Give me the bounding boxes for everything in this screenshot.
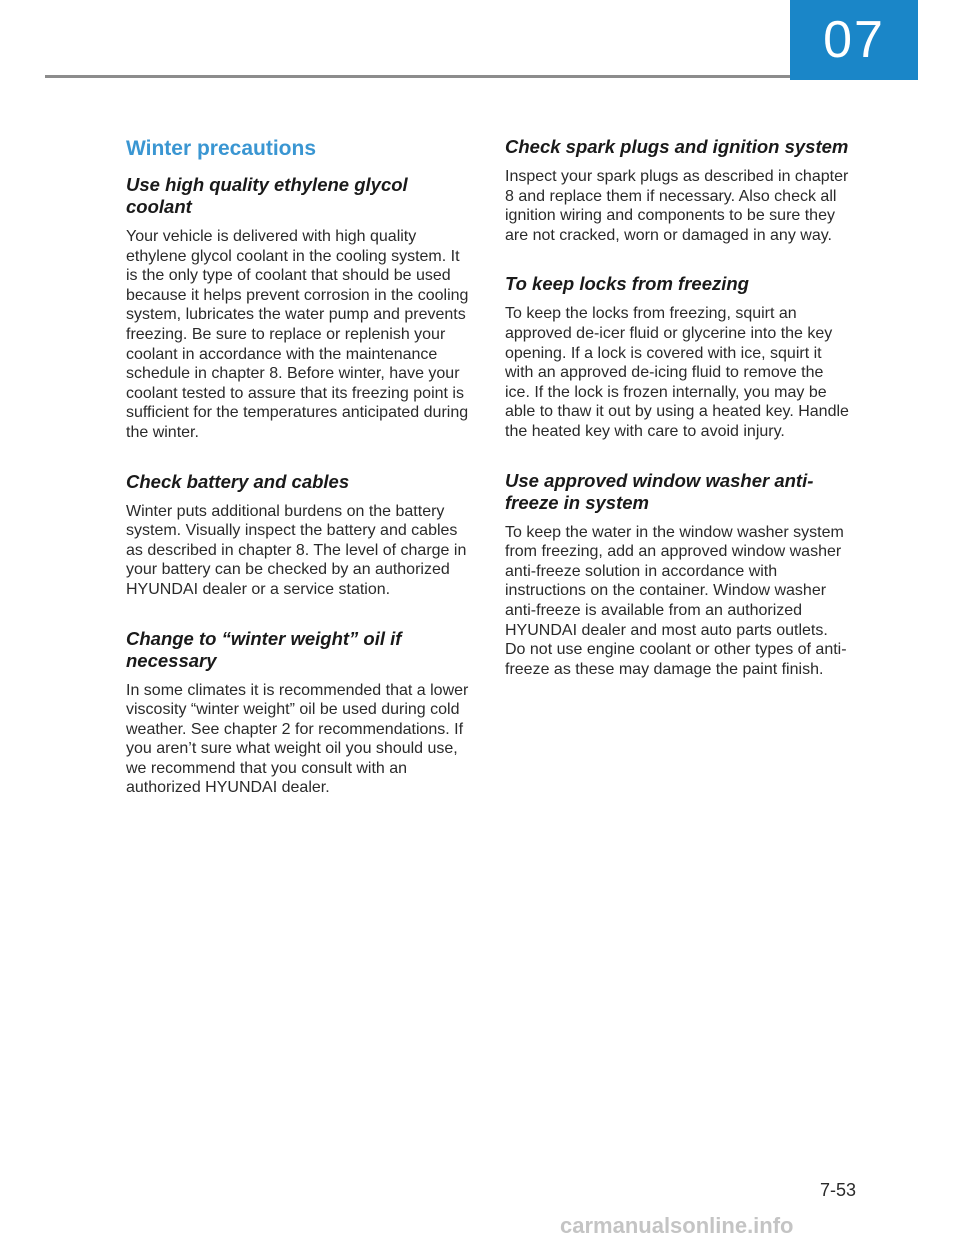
paragraph-coolant: Your vehicle is delivered with high quality ethylene glycol coolant in the cooling system. It is the only type of coolant that should be used because it helps prevent corrosion in the cooling system, lubricates the water pump and prevents freezing. Be sure to replace or replenish your coolant in accordance with the maintenance schedule in chapter 8. Before winter, have your coolant tested to assure that its freezing point is sufficient for the temperatures anticipated during the winter. (126, 228, 469, 441)
heading-washer: Use approved window washer anti-freeze in system (505, 469, 814, 513)
heading-coolant: Use high quality ethylene glycol coolant (126, 174, 408, 217)
heading-locks: To keep locks from freezing (505, 273, 749, 295)
block-battery (126, 471, 471, 600)
heading-spark-plugs: Check spark plugs and ignition system (505, 136, 849, 157)
chapter-tab (790, 0, 918, 80)
paragraph-spark-plugs: Inspect your spark plugs as described in chapter 8 and replace them if necessary. Also check all ignition wiring and components to be sure they are not cracked, worn or damaged in any way. (505, 168, 849, 244)
block-washer (505, 470, 850, 680)
block-oil (126, 628, 471, 799)
paragraph-battery: Winter puts additional burdens on the battery system. Visually inspect the battery and cables as described in chapter 8. The level of charge in your battery can be checked by an authorized HYUNDAI dealer or a service station. (126, 502, 467, 598)
heading-battery: Check battery and cables (126, 470, 350, 492)
chapter-number: 07 (823, 11, 885, 69)
right-column (505, 136, 850, 707)
paragraph-locks: To keep the locks from freezing, squirt an approved de-icer fluid or glycerine into the key opening. If a lock is covered with ice, squirt it with an approved de-icing fluid to remove the ice. If the lock is frozen internally, you may be able to thaw it out by using a heated key. Handle the heated key with care to avoid injury. (505, 305, 849, 440)
block-coolant (126, 174, 471, 443)
section-title: Winter precautions (126, 137, 317, 160)
block-locks (505, 273, 850, 441)
left-column (126, 136, 471, 826)
page-number: 7-53 (820, 1180, 857, 1200)
block-spark-plugs (505, 136, 850, 245)
header-rule (45, 75, 790, 78)
watermark: carmanualsonline.info (560, 1213, 794, 1238)
paragraph-oil: In some climates it is recommended that a lower viscosity “winter weight” oil be used during cold weather. See chapter 2 for recommendations. If you aren’t sure what weight oil you should use, we recommend that you consult with an authorized HYUNDAI dealer. (126, 681, 469, 797)
paragraph-washer: To keep the water in the window washer system from freezing, add an approved window washer anti-freeze solution in accordance with instructions on the container. Window washer anti-freeze is available from an authorized HYUNDAI dealer and most auto parts outlets. Do not use engine coolant or other types of anti-freeze as these may damage the paint finish. (505, 523, 847, 678)
heading-oil: Change to “winter weight” oil if necessary (126, 627, 402, 671)
